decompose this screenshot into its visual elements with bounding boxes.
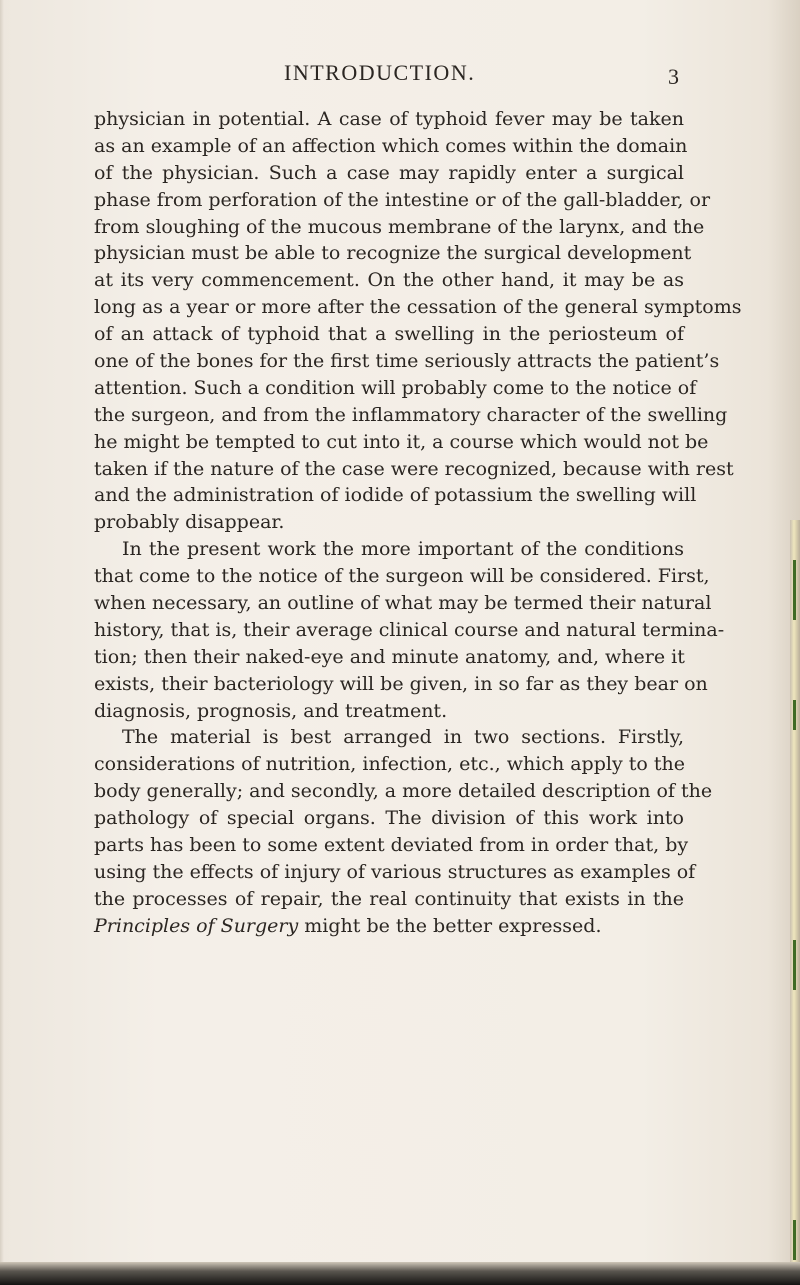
page-bottom-edge (0, 1262, 800, 1285)
paragraph-1 (94, 106, 742, 536)
text-line: taken if the nature of the case were recognized, because with rest (94, 457, 734, 480)
text-line: physician in potential. A case of typhoid fever may be taken (94, 108, 684, 130)
body-text (94, 106, 742, 940)
text-line: attention. Such a condition will probably come to the notice of (94, 376, 697, 399)
text-line: long as a year or more after the cessation of the general symptoms (94, 296, 742, 319)
text-line: of the physician. Such a case may rapidly enter a surgical (94, 161, 684, 184)
text-line: using the effects of injury of various structures as examples of (94, 860, 696, 883)
binding-mark (793, 1220, 796, 1260)
text-line: In the present work the more important of the conditions (122, 538, 684, 561)
text-line: one of the bones for the first time seriously attracts the patient’s (94, 350, 720, 373)
text-line: from sloughing of the mucous membrane of the larynx, and the (94, 215, 705, 238)
text-line: the surgeon, and from the inflammatory character of the swelling (94, 403, 728, 426)
text-line: and the administration of iodide of potassium the swelling will (94, 484, 697, 507)
running-head: INTRODUCTION. (284, 60, 476, 85)
paragraph-3 (94, 724, 713, 939)
text-line: he might be tempted to cut into it, a course which would not be (94, 430, 709, 453)
text-line: as an example of an affection which comes within the domain (94, 134, 688, 157)
text-line: the processes of repair, the real continuity that exists in the (94, 887, 684, 910)
text-line: tion; then their naked-eye and minute anatomy, and, where it (94, 645, 685, 668)
text-line: phase from perforation of the intestine or of the gall-bladder, or (94, 188, 711, 211)
text-line: at its very commencement. On the other hand, it may be as (94, 269, 684, 292)
text-line: history, that is, their average clinical course and natural termina- (94, 618, 725, 641)
text-line: physician must be able to recognize the surgical development (94, 242, 692, 265)
page-left-edge (0, 0, 4, 1285)
page-header (0, 60, 800, 90)
text-line: diagnosis, prognosis, and treatment. (94, 699, 448, 722)
text-line: parts has been to some extent deviated from in order that, by (94, 834, 689, 857)
text-line: probably disappear. (94, 511, 285, 534)
text-line: body generally; and secondly, a more detailed description of the (94, 780, 713, 803)
text-line: exists, their bacteriology will be given, in so far as they bear on (94, 672, 708, 695)
binding-mark (793, 940, 796, 990)
text-line: when necessary, an outline of what may be termed their natural (94, 592, 712, 615)
text-line: considerations of nutrition, infection, etc., which apply to the (94, 753, 685, 776)
text-line: pathology of special organs. The division of this work into (94, 807, 684, 830)
text-line-final (94, 913, 684, 940)
binding-edge (790, 520, 800, 1280)
text-line: that come to the notice of the surgeon will be considered. First, (94, 565, 710, 588)
paragraph-2 (94, 536, 725, 724)
line-ending: might be the better expressed. (298, 914, 602, 937)
text-line: The material is best arranged in two sections. Firstly, (122, 726, 684, 749)
binding-mark (793, 560, 796, 620)
page-number: 3 (668, 64, 679, 89)
text-line: of an attack of typhoid that a swelling in the periosteum of (94, 323, 684, 346)
binding-mark (793, 700, 796, 730)
book-title: Principles of Surgery (94, 914, 299, 937)
